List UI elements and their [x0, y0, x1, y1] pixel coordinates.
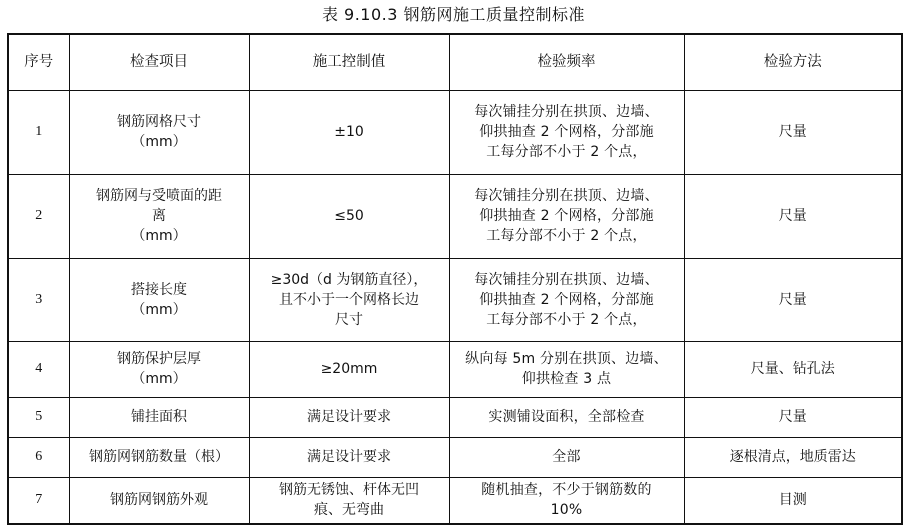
table-row [8, 258, 902, 341]
cell-seq: 5 [8, 397, 69, 437]
cell-item: 钢筋网钢筋数量（根） [69, 437, 249, 477]
cell-method: 目测 [684, 477, 902, 524]
cell-method: 逐根清点，地质雷达 [684, 437, 902, 477]
table-row [8, 174, 902, 258]
cell-frequency: 纵向每 5m 分别在拱顶、边墙、 仰拱检查 3 点 [449, 341, 684, 397]
cell-seq: 3 [8, 258, 69, 341]
cell-value: ≤50 [249, 174, 449, 258]
cell-method: 尺量 [684, 258, 902, 341]
cell-method: 尺量 [684, 174, 902, 258]
cell-value: 钢筋无锈蚀、杆体无凹 痕、无弯曲 [249, 477, 449, 524]
cell-seq: 4 [8, 341, 69, 397]
table-title: 表 9.10.3 钢筋网施工质量控制标准 [321, 5, 586, 24]
cell-frequency: 每次铺挂分别在拱顶、边墙、 仰拱抽查 2 个网格，分部施 工每分部不小于 2 个点， [449, 90, 684, 174]
cell-frequency: 全部 [449, 437, 684, 477]
cell-item: 钢筋保护层厚 （mm） [69, 341, 249, 397]
cell-item: 钢筋网与受喷面的距 离 （mm） [69, 174, 249, 258]
table-row [8, 477, 902, 524]
table-row [8, 397, 902, 437]
cell-frequency: 每次铺挂分别在拱顶、边墙、 仰拱抽查 2 个网格，分部施 工每分部不小于 2 个点， [449, 174, 684, 258]
cell-item: 钢筋网钢筋外观 [69, 477, 249, 524]
cell-frequency: 每次铺挂分别在拱顶、边墙、 仰拱抽查 2 个网格，分部施 工每分部不小于 2 个点， [449, 258, 684, 341]
header-row [8, 34, 902, 90]
cell-seq: 2 [8, 174, 69, 258]
cell-method: 尺量、钻孔法 [684, 341, 902, 397]
cell-value: 满足设计要求 [249, 397, 449, 437]
cell-value: ≥20mm [249, 341, 449, 397]
cell-item: 铺挂面积 [69, 397, 249, 437]
table-row [8, 341, 902, 397]
cell-item: 搭接长度 （mm） [69, 258, 249, 341]
header-method: 检验方法 [684, 34, 902, 90]
cell-value: 满足设计要求 [249, 437, 449, 477]
header-frequency: 检验频率 [449, 34, 684, 90]
quality-standard-table [7, 33, 903, 525]
cell-seq: 7 [8, 477, 69, 524]
cell-value: ±10 [249, 90, 449, 174]
cell-frequency: 实测铺设面积，全部检查 [449, 397, 684, 437]
table-row [8, 437, 902, 477]
cell-frequency: 随机抽查，不少于钢筋数的 10% [449, 477, 684, 524]
cell-method: 尺量 [684, 397, 902, 437]
cell-method: 尺量 [684, 90, 902, 174]
header-value: 施工控制值 [249, 34, 449, 90]
cell-seq: 6 [8, 437, 69, 477]
cell-item: 钢筋网格尺寸 （mm） [69, 90, 249, 174]
header-item: 检查项目 [69, 34, 249, 90]
header-seq: 序号 [8, 34, 69, 90]
table-row [8, 90, 902, 174]
cell-value: ≥30d（d 为钢筋直径）， 且不小于一个网格长边 尺寸 [249, 258, 449, 341]
cell-seq: 1 [8, 90, 69, 174]
